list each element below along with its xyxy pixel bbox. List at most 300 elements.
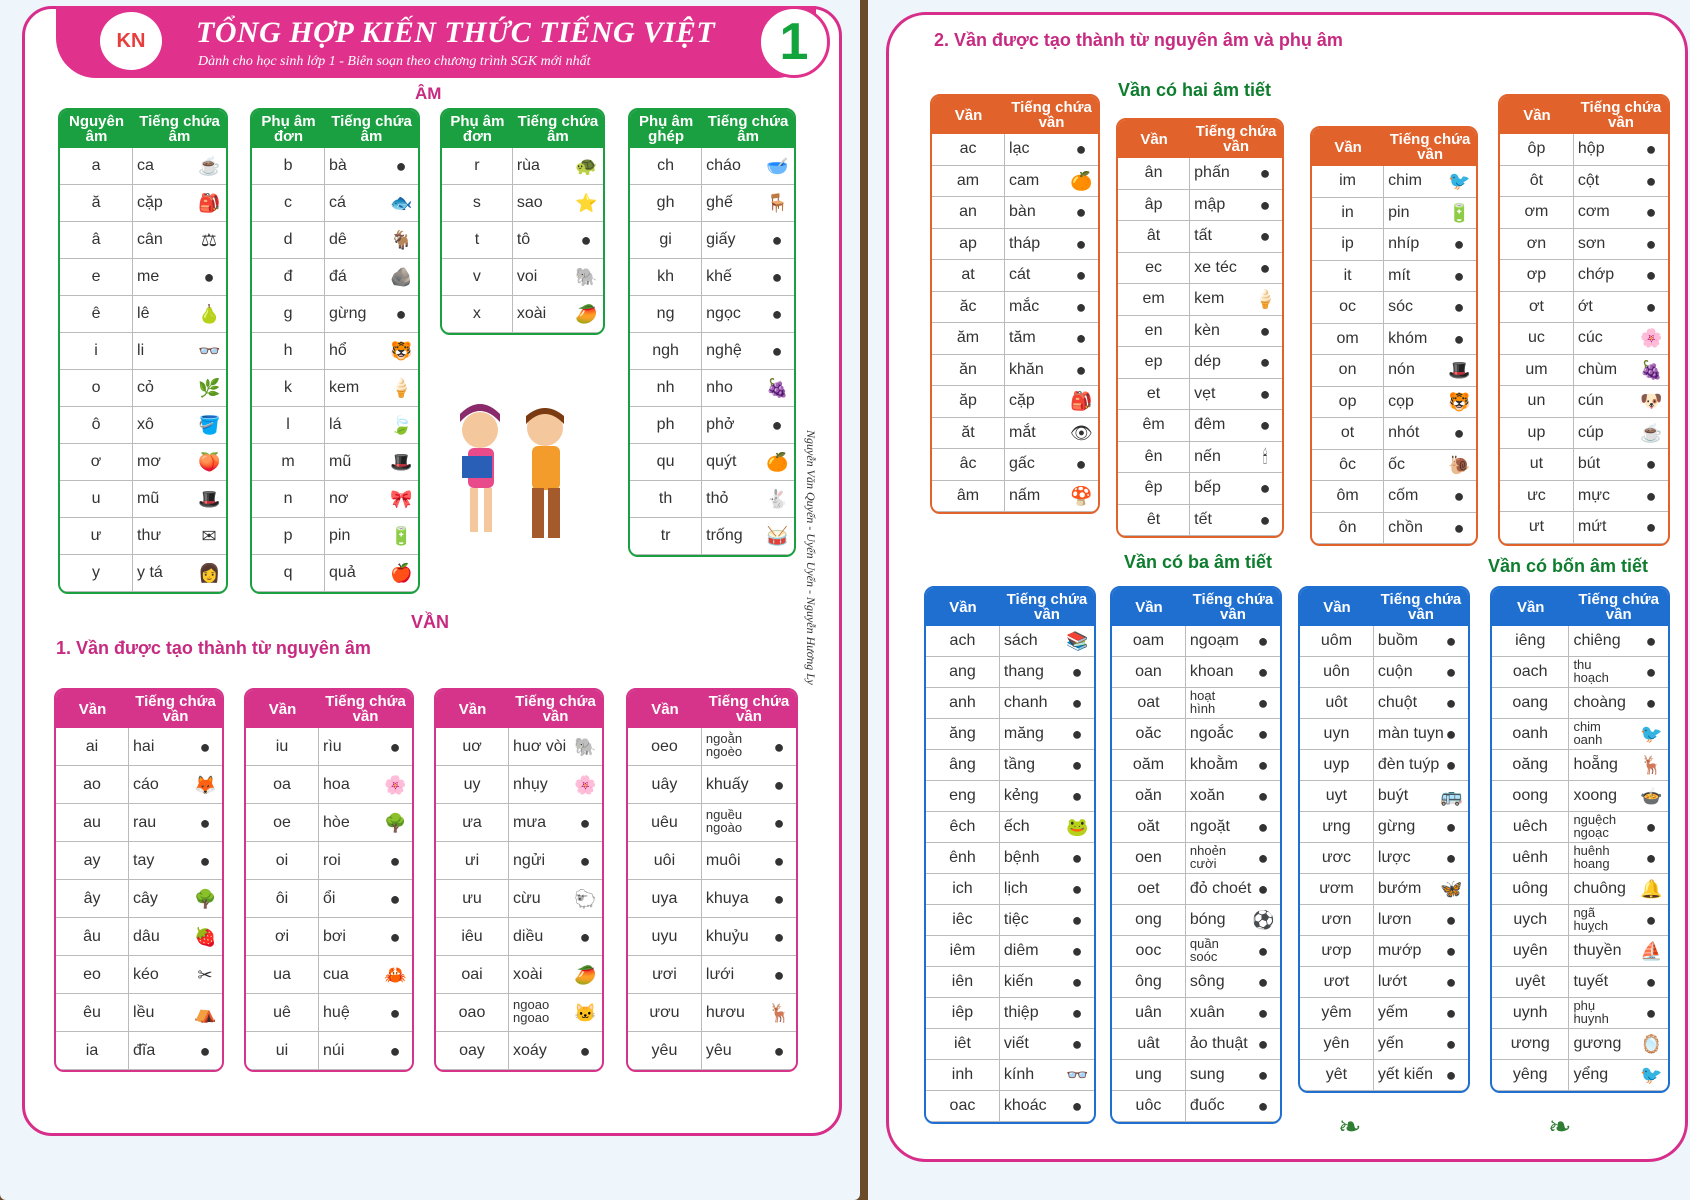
peanut-icon: ● (1075, 139, 1087, 160)
gourd-icon: ● (1445, 941, 1457, 961)
word-text: ảo thuật (1189, 1035, 1248, 1052)
axe-icon: ● (389, 736, 401, 757)
column-header: Tiếng chứa âm (513, 110, 603, 148)
table-row (1118, 221, 1282, 253)
column-header: Vần (1118, 120, 1190, 158)
card-icon: ● (1071, 1003, 1083, 1023)
sound-cell: êch (926, 812, 1000, 843)
plate-icon: ● (199, 1040, 211, 1061)
table-row (1312, 261, 1476, 293)
word-text: kiến (1003, 973, 1034, 990)
word-cell (1574, 197, 1668, 229)
parent-icon: ● (1645, 1003, 1657, 1023)
grandma-icon: ● (395, 156, 407, 176)
whip-icon: ● (389, 850, 401, 871)
word-cell (1569, 936, 1668, 967)
word-cell (133, 222, 226, 259)
table-row (442, 222, 603, 259)
word-cell (1384, 229, 1476, 261)
table-row (1112, 998, 1280, 1029)
word-cell (1186, 812, 1280, 843)
word-text: nho (706, 379, 733, 396)
word-cell (1000, 874, 1094, 905)
word-cell (129, 728, 222, 766)
am-heading: ÂM (415, 84, 442, 103)
word-cell (1569, 688, 1668, 719)
word-text: cáo (133, 775, 159, 793)
sound-cell: yêu (628, 1032, 702, 1070)
torch-icon: ● (1257, 1096, 1269, 1116)
sound-cell: ong (1112, 905, 1186, 936)
bird-icon: 🐦 (1640, 1065, 1663, 1085)
word-cell (1374, 998, 1468, 1029)
word-cell (1574, 166, 1668, 198)
fruit-icon: ● (1453, 423, 1465, 444)
word-text: mướp (1377, 942, 1422, 959)
word-cell (1186, 967, 1280, 998)
word-text: mũ (329, 453, 352, 470)
word-text: yểng (1573, 1066, 1609, 1083)
branch-decoration-icon: ❧ (1548, 1111, 1572, 1142)
table-row (1312, 450, 1476, 482)
word-text: sách (1003, 632, 1038, 649)
word-cell (1569, 781, 1668, 812)
word-text: voi (516, 268, 538, 285)
sick-icon: ● (1071, 848, 1083, 868)
word-cell (1190, 253, 1282, 285)
table-row (252, 185, 418, 222)
word-text: xoáy (513, 1041, 547, 1059)
sound-cell: gh (630, 185, 702, 222)
sound-cell: oăc (1112, 719, 1186, 750)
sound-cell: iu (246, 728, 319, 766)
table-row (1312, 229, 1476, 261)
lightning-icon: ● (1645, 265, 1657, 286)
table-row (246, 728, 412, 766)
ginger-icon: ● (1445, 817, 1457, 837)
word-cell (1374, 967, 1468, 998)
word-cell (702, 804, 796, 842)
word-cell (702, 880, 796, 918)
word-text: đuốc (1189, 1097, 1225, 1114)
word-text: hổ (329, 342, 347, 359)
table-row (246, 766, 412, 804)
word-cell (1384, 198, 1476, 230)
table-row (1112, 688, 1280, 719)
whirl-icon: ● (579, 1040, 591, 1061)
table-row (1492, 936, 1668, 967)
sound-cell: uya (628, 880, 702, 918)
word-text: nến (1194, 447, 1221, 465)
sound-cell: ưa (436, 804, 509, 842)
sound-cell: ep (1118, 347, 1190, 379)
puppy-icon: 🐶 (1640, 391, 1663, 412)
sound-cell: oach (1492, 657, 1569, 688)
starfruit-icon: ● (771, 267, 783, 287)
word-cell (1569, 750, 1668, 781)
sound-cell: ôi (246, 880, 319, 918)
sound-cell: ac (932, 134, 1005, 166)
gong-icon: ● (1645, 631, 1657, 651)
column-header: Tiếng chứa vần (129, 690, 222, 728)
sound-cell: ưu (436, 880, 509, 918)
word-text: mập (1194, 195, 1226, 213)
sound-cell: ât (1118, 221, 1190, 253)
smile-icon: ● (1257, 848, 1269, 868)
column-header: Vần (926, 588, 1000, 626)
table-row (926, 688, 1094, 719)
pear-icon: 🍐 (198, 304, 221, 324)
word-cell (702, 994, 796, 1032)
word-cell (513, 185, 603, 222)
sound-cell: yêm (1300, 998, 1374, 1029)
towel-icon: ● (1075, 359, 1087, 380)
word-text: bếp (1194, 479, 1221, 497)
word-text: khăn (1009, 360, 1044, 378)
table-row (926, 657, 1094, 688)
word-text: tất (1194, 227, 1212, 245)
word-text: hươu (705, 1003, 745, 1021)
table-row (252, 444, 418, 481)
table-row (1118, 284, 1282, 316)
word-cell (319, 1032, 412, 1070)
word-cell (702, 481, 794, 518)
column-header: Tiếng chứa vần (702, 690, 796, 728)
sound-cell: ưi (436, 842, 509, 880)
table-row (436, 880, 602, 918)
word-cell (325, 333, 418, 370)
chili-icon: ● (1645, 296, 1657, 317)
word-cell (325, 185, 418, 222)
word-text: buồm (1377, 632, 1418, 649)
sound-cell: k (252, 370, 325, 407)
word-cell (129, 880, 222, 918)
word-text: phụ huynh (1573, 997, 1609, 1026)
word-cell (1005, 166, 1098, 198)
three-syllable-heading: Vần có ba âm tiết (1124, 552, 1273, 572)
sound-cell: ư (60, 518, 133, 555)
sound-cell: uyp (1300, 750, 1374, 781)
turmeric-icon: ● (771, 341, 783, 361)
table-row (628, 804, 796, 842)
word-cell (1000, 750, 1094, 781)
word-text: ngã huỵch (1573, 904, 1609, 933)
word-cell (1005, 449, 1098, 481)
table-row (1118, 473, 1282, 505)
table-row (1500, 229, 1668, 261)
two_tables-table-4 (1498, 94, 1670, 546)
table-row (60, 444, 226, 481)
sound-cell: n (252, 481, 325, 518)
word-cell (133, 296, 226, 333)
table-row (442, 185, 603, 222)
word-text: màn tuyn (1377, 725, 1444, 742)
word-cell (1574, 323, 1668, 355)
sound-cell: t (442, 222, 513, 259)
table-row (60, 333, 226, 370)
sound-cell: ươi (628, 956, 702, 994)
fox-icon: 🦊 (194, 774, 217, 795)
word-text: yếm (1377, 1004, 1409, 1021)
word-text: bà (329, 157, 347, 174)
sail-icon: ● (1445, 631, 1457, 651)
sound-cell: ên (1118, 442, 1190, 474)
sound-cell: oai (436, 956, 509, 994)
table-row (932, 197, 1098, 229)
sound-cell: ươm (1300, 874, 1374, 905)
jackfruit-icon: ● (1453, 265, 1465, 286)
sound-cell: iêu (436, 918, 509, 956)
table-row (630, 148, 794, 185)
sound-cell: d (252, 222, 325, 259)
word-cell (1190, 505, 1282, 537)
table-row (60, 296, 226, 333)
word-cell (133, 333, 226, 370)
word-text: dép (1194, 353, 1221, 371)
sound-cell: oe (246, 804, 319, 842)
table-row (442, 259, 603, 296)
table-row (1300, 688, 1468, 719)
table-row (56, 728, 222, 766)
table-row (56, 918, 222, 956)
word-text: lá (329, 416, 342, 433)
table-row (932, 481, 1098, 513)
table-row (252, 259, 418, 296)
sound-cell: e (60, 259, 133, 296)
word-cell (319, 842, 412, 880)
table-row (252, 370, 418, 407)
sound-cell: iêc (926, 905, 1000, 936)
sound-cell: â (60, 222, 133, 259)
word-text: nguệch ngoạc (1573, 811, 1617, 840)
paint-icon: ● (1645, 233, 1657, 254)
word-text: tô (516, 231, 531, 248)
pineapple-icon: ● (1453, 328, 1465, 349)
snail-icon: 🐌 (1448, 454, 1471, 475)
word-cell (325, 259, 418, 296)
sound-cell: at (932, 260, 1005, 292)
word-text: xoăn (1189, 787, 1225, 804)
hat-icon: 🎩 (1448, 360, 1471, 381)
word-cell (1186, 874, 1280, 905)
word-cell (1000, 719, 1094, 750)
word-text: tiệc (1003, 911, 1029, 928)
column-header: Tiếng chứa vần (1374, 588, 1468, 626)
table-row (926, 936, 1094, 967)
rain-icon: ● (579, 812, 591, 833)
table-row (630, 259, 794, 296)
word-text: lịch (1003, 880, 1028, 897)
rabbit-icon: 🐇 (766, 489, 789, 509)
word-text: đèn tuýp (1377, 756, 1440, 773)
word-text: thỏ (706, 490, 729, 507)
sound-cell: uât (1112, 1029, 1186, 1060)
sound-cell: ec (1118, 253, 1190, 285)
sound-cell: on (1312, 355, 1384, 387)
word-text: sóc (1388, 298, 1414, 316)
word-cell (133, 259, 226, 296)
magic-icon: ● (1257, 1034, 1269, 1054)
word-text: sơn (1577, 234, 1606, 252)
word-text: chuông (1573, 880, 1626, 897)
word-cell (1000, 657, 1094, 688)
table-row (1300, 781, 1468, 812)
red-icon: ● (1257, 879, 1269, 899)
table-row (1112, 1060, 1280, 1091)
table-row (246, 918, 412, 956)
sound-cell: oang (1492, 688, 1569, 719)
word-text: cân (137, 231, 163, 248)
sound-cell: ut (1500, 449, 1574, 481)
three_tables-table-2 (1110, 586, 1282, 1124)
word-cell (1384, 387, 1476, 419)
table-row (932, 134, 1098, 166)
sound-cell: oen (1112, 843, 1186, 874)
vegetable-icon: ● (199, 812, 211, 833)
column-header: Vần (1112, 588, 1186, 626)
table-row (56, 880, 222, 918)
table-row (246, 842, 412, 880)
publisher-logo: KN (100, 12, 162, 70)
word-text: lướt (1377, 973, 1408, 990)
word-text: mũ (137, 490, 160, 507)
word-cell (325, 296, 418, 333)
table-row (1112, 967, 1280, 998)
orange-icon: 🍊 (766, 452, 789, 472)
chair-icon: 🪑 (766, 193, 789, 213)
word-cell (1000, 812, 1094, 843)
sound-cell: eo (56, 956, 129, 994)
word-text: lều (133, 1003, 155, 1021)
table-row (926, 967, 1094, 998)
sound-cell: ôc (1312, 450, 1384, 482)
word-cell (1186, 843, 1280, 874)
word-text: lươn (1377, 911, 1412, 928)
van1_tables-table-1 (54, 688, 224, 1072)
sound-cell: et (1118, 379, 1190, 411)
battery-icon: 🔋 (390, 526, 413, 546)
box-icon: ● (1645, 139, 1657, 160)
word-text: cừu (513, 889, 541, 907)
word-cell (1569, 1060, 1668, 1091)
cloak-icon: ● (1645, 693, 1657, 713)
bow-icon: 🎀 (390, 489, 413, 509)
word-cell (129, 766, 222, 804)
word-cell (509, 1032, 602, 1070)
word-text: ca (137, 157, 154, 174)
word-text: lạc (1009, 140, 1030, 158)
word-cell (513, 296, 603, 333)
word-text: cua (323, 965, 349, 983)
table-row (932, 386, 1098, 418)
word-text: xuân (1189, 1004, 1225, 1021)
word-text: ngọc (706, 305, 741, 322)
table-row (1118, 347, 1282, 379)
word-cell (1186, 905, 1280, 936)
toothpick-icon: ● (1075, 328, 1087, 349)
table-row (630, 370, 794, 407)
word-cell (509, 766, 602, 804)
sound-cell: uyt (1300, 781, 1374, 812)
eel-icon: ● (1445, 910, 1457, 930)
van1_tables-table-2 (244, 688, 414, 1072)
word-cell (1000, 1091, 1094, 1122)
swallow-icon: ● (1445, 1034, 1457, 1054)
sound-cell: ây (56, 880, 129, 918)
column-header: Phụ âm đơn (442, 110, 513, 148)
word-text: ngoặt (1189, 818, 1230, 835)
table-row (436, 728, 602, 766)
word-text: huơ vòi (513, 737, 567, 755)
four-syllable-heading: Vần có bốn âm tiết (1488, 556, 1649, 576)
word-text: mưa (513, 813, 546, 831)
word-text: kèn (1194, 321, 1220, 339)
word-text: chuột (1377, 694, 1418, 711)
table-row (628, 1032, 796, 1070)
table-row (1112, 1029, 1280, 1060)
column-header: Tiếng chứa âm (133, 110, 226, 148)
table-row (1300, 905, 1468, 936)
word-text: bút (1577, 455, 1601, 473)
word-cell (1000, 998, 1094, 1029)
table-row (436, 918, 602, 956)
word-cell (133, 407, 226, 444)
sound-cell: ơt (1500, 292, 1574, 324)
orange-icon: 🍊 (1070, 170, 1093, 191)
word-text: chớp (1577, 266, 1615, 284)
table-row (252, 296, 418, 333)
mouse-icon: ● (1445, 693, 1457, 713)
word-cell (702, 518, 794, 555)
word-cell (1574, 449, 1668, 481)
word-text: diều (513, 927, 544, 945)
table-row (436, 994, 602, 1032)
word-text: yêu (705, 1041, 732, 1059)
word-cell (1574, 418, 1668, 450)
table-row (1492, 688, 1668, 719)
word-cell (702, 259, 794, 296)
fat-icon: ● (1259, 194, 1271, 215)
word-cell (1374, 688, 1468, 719)
sound-cell: ôn (1312, 513, 1384, 545)
table-row (630, 518, 794, 555)
cat-icon: 🐱 (574, 1002, 597, 1023)
table-row (932, 229, 1098, 261)
squid-icon: ● (1645, 485, 1657, 506)
word-text: sông (1189, 973, 1225, 990)
table-row (1300, 874, 1468, 905)
column-header: Tiếng chứa vần (1186, 588, 1280, 626)
sound-cell: oeo (628, 728, 702, 766)
sound-cell: tr (630, 518, 702, 555)
word-text: dâu (133, 927, 160, 945)
table-row (1312, 418, 1476, 450)
word-cell (702, 333, 794, 370)
flower-icon: 🌸 (1640, 328, 1663, 349)
ant-icon: ● (1071, 972, 1083, 992)
table-row (1300, 967, 1468, 998)
authors-credit: Nguyễn Văn Quyến - Uyển Uyển - Nguyễn Hương Ly (804, 430, 818, 685)
turtle-icon: 🐢 (575, 156, 598, 176)
word-text: kem (1194, 290, 1225, 308)
table-row (926, 1060, 1094, 1091)
table-row (1112, 750, 1280, 781)
sound-cell: uôn (1300, 657, 1374, 688)
kids-icon: ● (580, 230, 592, 250)
word-text: y tá (137, 564, 163, 581)
table-row (252, 333, 418, 370)
rock-icon: 🪨 (390, 267, 413, 287)
